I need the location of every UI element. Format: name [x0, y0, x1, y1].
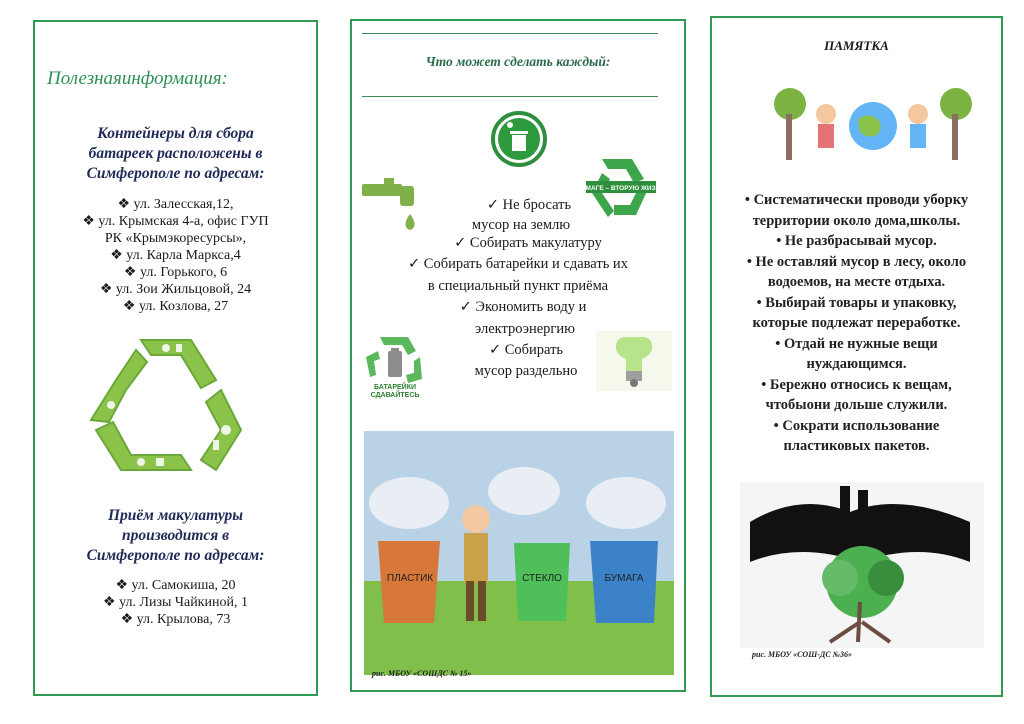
tip-item: • Не оставляй мусор в лесу, около: [746, 253, 967, 270]
action-item: ✓ Собирать батарейки и сдавать их: [408, 256, 628, 272]
battery-recycle-badge-icon: [360, 331, 430, 401]
paper-badge-text: БУМАГЕ – ВТОРУЮ ЖИЗНЬ: [576, 185, 666, 192]
tip-item: которые подлежат переработке.: [752, 315, 961, 331]
address-item: ❖ ул. Залесская,12,: [117, 197, 234, 212]
action-item: ✓ Не бросать: [486, 197, 572, 213]
children-earth-illustration: [766, 84, 980, 164]
batteries-heading-line: Контейнеры для сбора: [97, 125, 254, 142]
panel2-title: Что может сделать каждый:: [425, 54, 611, 69]
panel-useful-info: [33, 20, 318, 696]
paper-heading: [35, 506, 316, 566]
battery-badge-line: БАТАРЕЙКИ: [373, 384, 417, 391]
panel1-title: Полезнаяинформация:: [47, 68, 228, 89]
address-item: ❖ ул. Зои Жильцовой, 24: [99, 282, 252, 297]
batteries-address-list: [35, 196, 316, 315]
tip-item: • Систематически проводи уборку: [744, 192, 969, 208]
action-item: ✓ Экономить воду и: [459, 299, 587, 315]
batteries-heading-line: Симферополе по адресам:: [86, 165, 265, 182]
address-item: РК «Крымэкоресурсы»,: [104, 231, 247, 246]
tip-item: чтобыони дольше служили.: [765, 397, 948, 413]
tip-item: территории около дома,школы.: [752, 212, 961, 229]
panel3-title: ПАМЯТКА: [824, 38, 889, 53]
action-item: мусор раздельно: [474, 362, 578, 379]
paper-address-list: [35, 577, 316, 628]
bin-label-paper: БУМАГА: [604, 573, 644, 584]
action-item: электроэнергию: [475, 320, 575, 337]
action-item: мусор на землю: [471, 216, 571, 233]
pollution-drawing: [740, 482, 984, 648]
recycle-symbol-icon: [81, 330, 251, 480]
address-item: ❖ ул. Лизы Чайкиной, 1: [103, 595, 248, 610]
action-item: в специальный пункт приёма: [427, 277, 609, 294]
tip-item: • Не разбрасывай мусор.: [776, 233, 937, 249]
address-item: ❖ ул. Козлова, 27: [122, 299, 229, 314]
tip-item: нуждающимся.: [806, 356, 907, 372]
tip-item: водоемов, на месте отдыха.: [767, 274, 946, 290]
panel2-caption: рис. МБОУ «СОШДС № 15»: [372, 669, 472, 678]
divider: [362, 33, 658, 34]
address-item: ❖ ул. Горького, 6: [123, 265, 228, 280]
divider: [362, 96, 658, 97]
action-item: ✓ Собирать макулатуру: [454, 234, 602, 251]
address-item: ❖ ул. Самокиша, 20: [115, 578, 236, 593]
energy-saving-lamp-icon: [596, 331, 672, 391]
address-item: ❖ ул. Карла Маркса,4: [110, 248, 241, 263]
bin-label-glass: СТЕКЛО: [522, 573, 562, 584]
battery-badge-line: СДАВАЙТЕСЬ: [370, 392, 420, 399]
batteries-heading: [35, 124, 316, 184]
trash-bin-icon: [486, 111, 552, 167]
bin-label-plastic: ПЛАСТИК: [386, 573, 434, 584]
tip-item: пластиковых пакетов.: [783, 438, 930, 454]
tip-item: • Отдай не нужные вещи: [775, 335, 938, 352]
panel3-caption: рис. МБОУ «СОШ-ДС №36»: [752, 650, 852, 659]
panel-memo: [710, 16, 1003, 697]
tip-item: • Бережно относись к вещам,: [761, 376, 952, 393]
paper-heading-line: Симферополе по адресам:: [86, 547, 265, 564]
paper-heading-line: производится в: [121, 527, 230, 544]
tip-item: • Выбирай товары и упаковку,: [756, 294, 957, 311]
tips-list: [712, 190, 1001, 457]
batteries-heading-line: батареек расположены в: [88, 145, 263, 162]
action-item: ✓ Собирать: [488, 342, 564, 358]
paper-heading-line: Приём макулатуры: [107, 507, 244, 524]
address-item: ❖ ул. Крылова, 73: [120, 612, 231, 627]
recycling-bins-drawing: [364, 431, 674, 675]
address-item: ❖ ул. Крымская 4-а, офис ГУП: [82, 214, 269, 229]
panel-what-everyone-can-do: [350, 19, 686, 692]
tip-item: • Сократи использование: [773, 417, 940, 434]
